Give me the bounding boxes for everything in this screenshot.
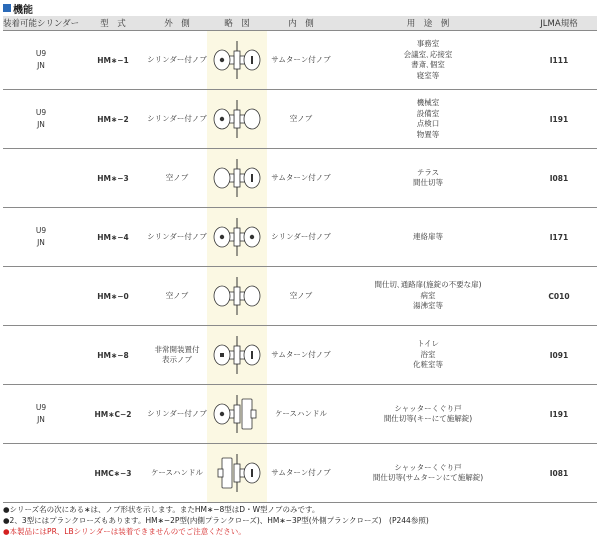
cylinder-jn: JN bbox=[37, 120, 45, 129]
table-header-row bbox=[3, 16, 597, 31]
use-item: 会議室､応接室 bbox=[403, 49, 453, 59]
use-cell bbox=[335, 90, 521, 149]
header-cylinder: 装着可能シリンダー bbox=[3, 16, 79, 31]
cylinder-u9: U9 bbox=[35, 403, 47, 412]
table-row bbox=[3, 385, 597, 444]
outside-text: 表示ノブ bbox=[162, 355, 192, 364]
use-item: 間仕切等(サムターンにて施解錠) bbox=[372, 473, 484, 482]
jlma-cell: I091 bbox=[521, 326, 597, 385]
outside-cell bbox=[147, 385, 207, 444]
lockset-diagram bbox=[209, 393, 265, 435]
cylinder-u9: U9 bbox=[35, 108, 47, 117]
table-row bbox=[3, 149, 597, 208]
use-item: 病室 bbox=[420, 290, 436, 300]
cylinder-jn: JN bbox=[37, 238, 45, 247]
inside-cell bbox=[267, 149, 335, 208]
outside-text: シリンダー付ノブ bbox=[147, 114, 207, 123]
lockset-diagram bbox=[209, 452, 265, 494]
cylinder-cell bbox=[3, 31, 79, 90]
use-item: 寝室等 bbox=[416, 70, 440, 80]
table-row bbox=[3, 90, 597, 149]
jlma-cell: I111 bbox=[521, 31, 597, 90]
figure-cell bbox=[207, 208, 267, 267]
footnotes bbox=[3, 504, 597, 537]
outside-text: シリンダー付ノブ bbox=[147, 55, 207, 64]
model-cell: HM∗−2 bbox=[79, 90, 147, 149]
use-cell bbox=[335, 31, 521, 90]
use-item: 間仕切､通路扉(施錠の不要な扉) bbox=[374, 280, 482, 290]
use-item: 間仕切等(キーにて施解錠) bbox=[383, 414, 473, 423]
footnote-line: ●シリーズ名の次にある∗は、ノブ形状を示します。またHM∗−8型はD・W型ノブのみです。 bbox=[3, 505, 320, 514]
model-cell: HMC∗−3 bbox=[79, 444, 147, 503]
model-cell: HM∗−3 bbox=[79, 149, 147, 208]
inside-cell bbox=[267, 267, 335, 326]
inside-cell bbox=[267, 208, 335, 267]
use-item: テラス bbox=[416, 167, 440, 177]
outside-text: シリンダー付ノブ bbox=[147, 409, 207, 418]
use-item: 物置等 bbox=[416, 129, 440, 139]
use-cell bbox=[335, 208, 521, 267]
outside-cell bbox=[147, 31, 207, 90]
table-row bbox=[3, 208, 597, 267]
inside-text: シリンダー付ノブ bbox=[271, 232, 331, 241]
cylinder-cell bbox=[3, 444, 79, 503]
header-model: 型 式 bbox=[79, 16, 147, 31]
outside-cell bbox=[147, 267, 207, 326]
use-item: 湯沸室等 bbox=[413, 301, 443, 311]
jlma-cell: I191 bbox=[521, 90, 597, 149]
figure-cell bbox=[207, 267, 267, 326]
jlma-cell: I081 bbox=[521, 149, 597, 208]
use-item: シャッターくぐり戸 bbox=[394, 462, 462, 472]
inside-text: サムターン付ノブ bbox=[271, 468, 331, 477]
use-item: 事務室 bbox=[416, 39, 440, 48]
lockset-diagram bbox=[209, 157, 265, 199]
use-cell bbox=[335, 149, 521, 208]
outside-text: ケースハンドル bbox=[150, 468, 204, 477]
figure-cell bbox=[207, 326, 267, 385]
table-row bbox=[3, 326, 597, 385]
function-table bbox=[3, 16, 597, 503]
table-row bbox=[3, 267, 597, 326]
inside-text: 空ノブ bbox=[289, 114, 313, 123]
cylinder-jn: JN bbox=[37, 415, 45, 424]
use-item: トイレ bbox=[416, 339, 440, 349]
cylinder-cell bbox=[3, 208, 79, 267]
inside-cell bbox=[267, 444, 335, 503]
figure-cell bbox=[207, 149, 267, 208]
jlma-cell: C010 bbox=[521, 267, 597, 326]
outside-cell bbox=[147, 149, 207, 208]
cylinder-cell bbox=[3, 326, 79, 385]
inside-cell bbox=[267, 31, 335, 90]
header-jlma: JLMA規格 bbox=[521, 16, 597, 31]
footnote-line: ●本製品にはPR、LBシリンダーは装着できませんのでご注意ください。 bbox=[3, 527, 246, 536]
outside-text: シリンダー付ノブ bbox=[147, 232, 207, 241]
cylinder-u9: U9 bbox=[35, 226, 47, 235]
model-cell: HM∗C−2 bbox=[79, 385, 147, 444]
cylinder-cell bbox=[3, 149, 79, 208]
outside-text: 非常開装置付 bbox=[154, 345, 200, 354]
use-item: 連絡扉等 bbox=[413, 231, 443, 241]
model-cell: HM∗−1 bbox=[79, 31, 147, 90]
lockset-diagram bbox=[209, 216, 265, 258]
lockset-diagram bbox=[209, 39, 265, 81]
section-title bbox=[3, 2, 33, 14]
section-title-text: 機能 bbox=[13, 4, 33, 16]
use-item: 浴室 bbox=[420, 349, 436, 359]
outside-cell bbox=[147, 90, 207, 149]
jlma-cell: I081 bbox=[521, 444, 597, 503]
use-item: 書斎､個室 bbox=[411, 60, 445, 69]
inside-text: 空ノブ bbox=[289, 291, 313, 300]
lockset-diagram bbox=[209, 98, 265, 140]
use-item: 機械室 bbox=[416, 98, 440, 107]
table-body bbox=[3, 31, 597, 503]
cylinder-jn: JN bbox=[37, 61, 45, 70]
lockset-diagram bbox=[209, 275, 265, 317]
inside-cell bbox=[267, 385, 335, 444]
cylinder-cell bbox=[3, 385, 79, 444]
inside-text: ケースハンドル bbox=[274, 409, 328, 418]
use-cell bbox=[335, 326, 521, 385]
title-marker-icon bbox=[3, 4, 11, 12]
use-item: シャッターくぐり戸 bbox=[394, 403, 462, 413]
use-item: 点検口 bbox=[416, 119, 440, 128]
figure-cell bbox=[207, 90, 267, 149]
figure-cell bbox=[207, 444, 267, 503]
footnote-line: ●2、3型にはプランクローズもあります。HM∗−2P型(内側プランクローズ)、HM∗−3P型(外側プランクローズ) (P244参照) bbox=[3, 516, 429, 525]
jlma-cell: I191 bbox=[521, 385, 597, 444]
cylinder-cell bbox=[3, 90, 79, 149]
cylinder-cell bbox=[3, 267, 79, 326]
figure-cell bbox=[207, 31, 267, 90]
figure-cell bbox=[207, 385, 267, 444]
model-cell: HM∗−4 bbox=[79, 208, 147, 267]
use-item: 間仕切等 bbox=[413, 178, 443, 187]
table-row bbox=[3, 31, 597, 90]
header-outside: 外 側 bbox=[147, 16, 207, 31]
header-use: 用 途 例 bbox=[335, 16, 521, 31]
outside-cell bbox=[147, 208, 207, 267]
table-row bbox=[3, 444, 597, 503]
lockset-diagram bbox=[209, 334, 265, 376]
model-cell: HM∗−0 bbox=[79, 267, 147, 326]
use-item: 設備室 bbox=[416, 108, 440, 118]
use-cell bbox=[335, 267, 521, 326]
cylinder-u9: U9 bbox=[35, 49, 47, 58]
outside-text: 空ノブ bbox=[165, 291, 189, 300]
inside-cell bbox=[267, 90, 335, 149]
inside-text: サムターン付ノブ bbox=[271, 350, 331, 359]
inside-cell bbox=[267, 326, 335, 385]
header-inside: 内 側 bbox=[267, 16, 335, 31]
inside-text: サムターン付ノブ bbox=[271, 173, 331, 182]
outside-cell bbox=[147, 326, 207, 385]
model-cell: HM∗−8 bbox=[79, 326, 147, 385]
use-cell bbox=[335, 444, 521, 503]
use-cell bbox=[335, 385, 521, 444]
inside-text: サムターン付ノブ bbox=[271, 55, 331, 64]
outside-cell bbox=[147, 444, 207, 503]
header-figure: 略 図 bbox=[207, 16, 267, 31]
use-item: 化粧室等 bbox=[413, 360, 443, 370]
jlma-cell: I171 bbox=[521, 208, 597, 267]
outside-text: 空ノブ bbox=[165, 173, 189, 182]
